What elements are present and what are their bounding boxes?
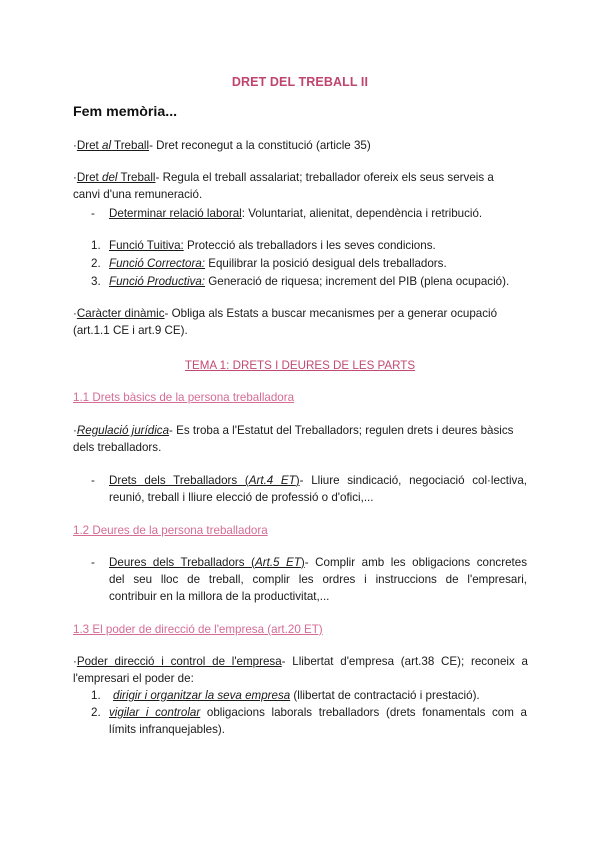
list-item-funcio-correctora: Funció Correctora: Equilibrar la posició desigual dels treballadors. [109,257,447,270]
list-item-deures-treballadors: Deures dels Treballadors (Art.5 ET)- Complir amb les obligacions concretes [109,556,528,569]
definition-continuation: canvi d'una remuneració. [73,188,203,201]
paragraph-dret-del-treball [73,169,528,186]
paragraph-poder-direccio: ·Poder direcció i control de l'empresa- Llibertat d'empresa (art.38 CE); reconeix a [73,655,528,668]
list-number: 2. [91,257,101,270]
paragraph-caracter-dinamic: ·Caràcter dinàmic- Obliga als Estats a buscar mecanismes per a generar ocupació [73,307,498,320]
list-item-funcio-tuitiva: Funció Tuitiva: Protecció als treballadors i les seves condicions. [109,239,436,252]
list-number: 3. [91,275,101,288]
definition-text: - Regula el treball assalariat; treballador ofereix els seus serveis a [155,171,494,184]
dash-marker: - [91,207,95,220]
list-item-drets-treballadors: Drets dels Treballadors (Art.4 ET)- Lliure sindicació, negociació col·lectiva, [109,474,527,487]
section-heading-1-1: 1.1 Drets bàsics de la persona treballadora [73,391,295,404]
paragraph-continuation: dels treballadors. [73,441,162,454]
paragraph-continuation: (art.1.1 CE i art.9 CE). [73,324,188,337]
list-item-continuation: límits infranquejables). [109,723,225,736]
page-title: DRET DEL TREBALL II [231,75,369,89]
list-item-continuation: reunió, treball i lliure elecció de professió o d'ofici,... [109,491,374,504]
bullet-dot: · [73,139,77,152]
theme-heading: TEMA 1: DRETS I DEURES DE LES PARTS [184,359,416,372]
list-item-continuation: contribuir en la millora de la productivitat,... [109,590,330,603]
list-number: 1. [91,239,101,252]
paragraph-dret-al-treball [73,137,528,154]
paragraph-continuation: l'empresari el poder de: [73,672,194,685]
paragraph-regulacio-juridica: ·Regulació jurídica- Es troba a l'Estatut del Treballadors; regulen drets i deures bàsics [73,424,514,437]
list-item-continuation: del seu lloc de treball, complir les ordres i instruccions de l'empresari, [109,573,527,586]
list-item-determinar: Determinar relació laboral: Voluntariat, alienitat, dependència i retribució. [109,207,483,220]
list-number: 2. [91,706,101,719]
list-item-dirigir: dirigir i organitzar la seva empresa (llibertat de contractació i prestació). [113,689,480,702]
list-number: 1. [91,689,101,702]
definition-text: - Dret reconegut a la constitució (article 35) [149,139,371,152]
dash-marker: - [91,556,95,569]
dash-marker: - [91,474,95,487]
section-heading-1-3: 1.3 El poder de direcció de l'empresa (art.20 ET) [73,623,323,636]
bullet-dot: · [73,171,77,184]
memoria-heading: Fem memòria... [73,104,178,120]
list-item-vigilar: vigilar i controlar obligacions laborals treballadors (drets fonamentals com a [109,706,527,719]
section-heading-1-2: 1.2 Deures de la persona treballadora [73,524,268,537]
term-dret-del-treball: Dret del Treball [76,171,156,184]
term-dret-al-treball: Dret al Treball [76,139,150,152]
list-item-funcio-productiva: Funció Productiva: Generació de riquesa; increment del PIB (plena ocupació). [109,275,510,288]
